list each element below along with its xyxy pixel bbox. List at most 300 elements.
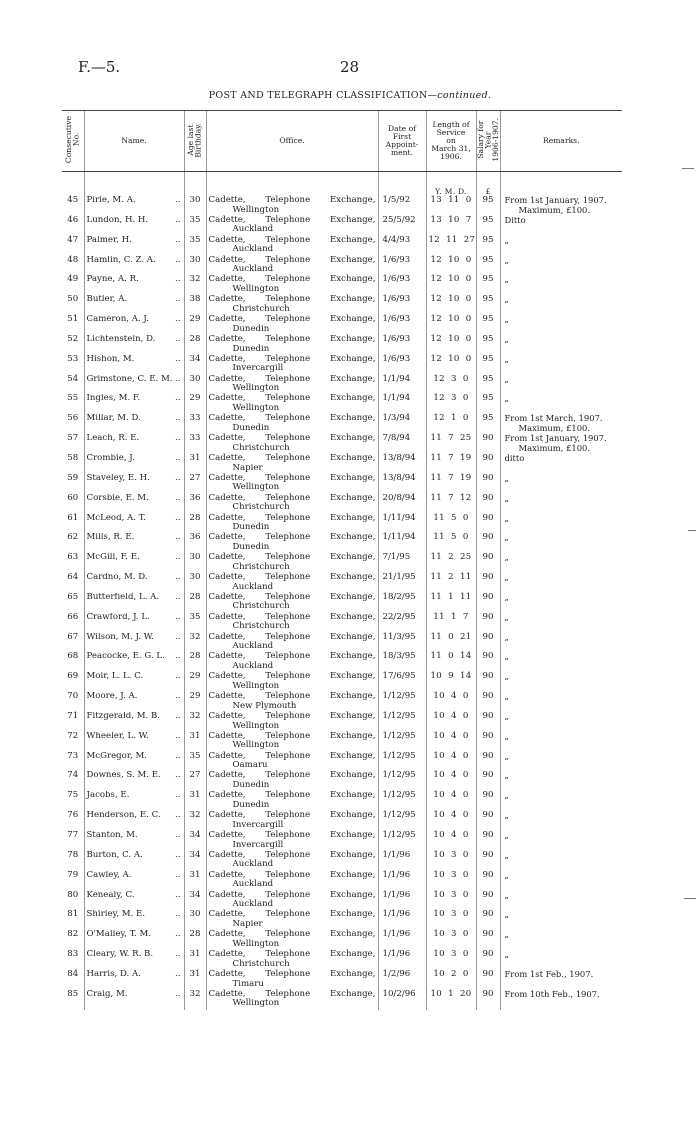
office-line: Cadette, Telephone Exchange, [208,710,376,721]
remark-line-1: „ [504,730,509,741]
office-city: Wellington [232,383,280,394]
cell-name: Kenealy, C. .. [84,891,184,911]
office-line: Cadette, Telephone Exchange, [208,671,376,682]
office-line: Cadette, Telephone Exchange, [208,254,376,265]
office-city: Wellington [232,680,280,691]
office-line: Cadette, Telephone Exchange, [208,413,376,424]
cell-office [206,613,378,633]
cell-name: Butler, A. .. [84,295,184,315]
cell-name: Hamlin, C. Z. A. .. [84,256,184,276]
cell-remarks [500,672,622,692]
cell-no: 67 [67,631,79,642]
cell-age: 31 [184,950,206,970]
cell-salary: 90 [476,771,500,791]
col-header-length: Length of Service on March 31, 1906. [426,111,476,172]
cell-no: 57 [67,433,79,444]
cell-office [206,315,378,335]
cell-no: 62 [67,532,79,543]
cell-length: 10 4 0 [426,831,476,851]
cell-age: 28 [184,593,206,613]
remark-line-1: „ [504,631,509,642]
cell-age: 29 [184,315,206,335]
office-line: Cadette, Telephone Exchange, [208,353,376,364]
remark-line-1: „ [504,770,509,781]
cell-length: 10 4 0 [426,692,476,712]
cell-salary: 90 [476,514,500,534]
page-id: F.—5. [78,58,121,76]
cell-name: Henderson, E. C. .. [84,811,184,831]
cell-length: 12 10 0 [426,256,476,276]
table-row [62,593,622,613]
cell-date: 1/1/96 [378,950,426,970]
office-line: Cadette, Telephone Exchange, [208,333,376,344]
remark-line-1: „ [504,393,509,404]
cell-office [206,831,378,851]
cell-no: 78 [67,849,79,860]
cell-name: Fitzgerald, M. B. .. [84,712,184,732]
cell-office [206,414,378,434]
remark-line-1: „ [504,849,509,860]
cell-remarks [500,573,622,593]
cell-salary: 90 [476,752,500,772]
units-pound: £ [476,172,500,197]
units-row [62,172,622,197]
remark-line-1: From 1st March, 1907. [504,413,603,424]
office-city: Wellington [232,283,280,294]
cell-no: 66 [67,611,79,622]
cell-salary: 95 [476,335,500,355]
scan-mark [688,530,696,531]
cell-remarks [500,771,622,791]
cell-office [206,633,378,653]
cell-date: 1/11/94 [378,514,426,534]
cell-length: 10 4 0 [426,752,476,772]
cell-age: 32 [184,275,206,295]
cell-date: 22/2/95 [378,613,426,633]
cell-age: 28 [184,652,206,672]
cell-salary: 95 [476,295,500,315]
table-row [62,633,622,653]
table-row [62,514,622,534]
cell-name: Cameron, A. J. .. [84,315,184,335]
cell-age: 36 [184,494,206,514]
table-row [62,613,622,633]
cell-name: Leach, R. E. .. [84,434,184,454]
title-main: POST AND TELEGRAPH CLASSIFICATION [208,90,428,101]
office-line: Cadette, Telephone Exchange, [208,532,376,543]
cell-salary: 90 [476,633,500,653]
cell-remarks [500,613,622,633]
office-line: Cadette, Telephone Exchange, [208,214,376,225]
cell-salary: 90 [476,950,500,970]
cell-date: 1/12/95 [378,771,426,791]
cell-name: Lundon, H. H. .. [84,216,184,236]
cell-name: Lichtenstein, D. .. [84,335,184,355]
cell-salary: 90 [476,910,500,930]
table-row [62,811,622,831]
office-city: Wellington [232,720,280,731]
cell-no: 47 [67,234,79,245]
cell-date: 17/6/95 [378,672,426,692]
cell-name: Wilson, M. J. W. .. [84,633,184,653]
office-line: Cadette, Telephone Exchange, [208,294,376,305]
cell-office [206,236,378,256]
cell-date: 1/12/95 [378,811,426,831]
cell-age: 34 [184,851,206,871]
scan-mark [682,168,694,169]
cell-office [206,910,378,930]
cell-name: Stanton, M. .. [84,831,184,851]
office-city: Auckland [232,581,274,592]
cell-remarks [500,752,622,772]
col-header-age: Age last Birthday. [184,111,206,172]
cell-date: 1/1/96 [378,910,426,930]
cell-length: 11 1 7 [426,613,476,633]
cell-age: 27 [184,474,206,494]
cell-remarks [500,593,622,613]
office-city: Wellington [232,938,280,949]
cell-date: 1/5/92 [378,196,426,216]
remark-line-1: „ [504,234,509,245]
cell-length: 12 10 0 [426,275,476,295]
cell-remarks [500,256,622,276]
cell-age: 32 [184,712,206,732]
office-city: Christchurch [232,442,290,453]
cell-salary: 95 [476,236,500,256]
office-city: Invercargill [232,839,284,850]
cell-date: 20/8/94 [378,494,426,514]
remark-line-1: „ [504,691,509,702]
cell-remarks [500,950,622,970]
cell-length: 10 4 0 [426,811,476,831]
title-suffix: —continued. [427,90,492,101]
cell-salary: 95 [476,394,500,414]
cell-age: 29 [184,692,206,712]
cell-salary: 90 [476,454,500,474]
office-city: Invercargill [232,363,284,374]
cell-no: 56 [67,413,79,424]
cell-name: Staveley, E. H. .. [84,474,184,494]
cell-name: O'Malley, T. M. .. [84,930,184,950]
office-city: Auckland [232,641,274,652]
cell-length: 12 10 0 [426,335,476,355]
cell-name: Pirie, M. A. .. [84,196,184,216]
remark-line-1: „ [504,552,509,563]
cell-salary: 90 [476,494,500,514]
table-row [62,712,622,732]
cell-remarks [500,652,622,672]
cell-length: 10 4 0 [426,732,476,752]
cell-salary: 90 [476,652,500,672]
remark-line-1: „ [504,810,509,821]
cell-remarks [500,970,622,990]
table-row [62,771,622,791]
remark-line-1: „ [504,790,509,801]
cell-date: 1/6/93 [378,295,426,315]
cell-age: 27 [184,771,206,791]
cell-salary: 90 [476,593,500,613]
cell-salary: 90 [476,930,500,950]
office-city: Dunedin [232,323,270,334]
remark-line-1: „ [504,710,509,721]
cell-office [206,851,378,871]
cell-salary: 90 [476,970,500,990]
cell-office [206,553,378,573]
cell-length: 13 10 7 [426,216,476,236]
remark-line-1: „ [504,929,509,940]
office-city: Christchurch [232,561,290,572]
cell-age: 29 [184,394,206,414]
remark-line-2: Maximum, £100. [518,422,591,433]
cell-salary: 90 [476,811,500,831]
cell-no: 81 [67,909,79,920]
cell-remarks [500,910,622,930]
col-header-no: Consecutive No. [62,111,84,172]
cell-office [206,791,378,811]
cell-age: 33 [184,434,206,454]
remark-line-1: „ [504,472,509,483]
table-row [62,335,622,355]
cell-no: 46 [67,214,79,225]
cell-remarks [500,434,622,454]
cell-salary: 90 [476,533,500,553]
cell-age: 31 [184,454,206,474]
office-city: Wellington [232,998,280,1009]
cell-length: 11 2 25 [426,553,476,573]
remark-line-1: Ditto [504,214,526,225]
table-row [62,394,622,414]
table-row [62,494,622,514]
table-row [62,256,622,276]
cell-name: Wheeler, L. W. .. [84,732,184,752]
cell-name: Jacobs, E. .. [84,791,184,811]
cell-name: Peacocke, E. G. L. .. [84,652,184,672]
office-line: Cadette, Telephone Exchange, [208,849,376,860]
office-line: Cadette, Telephone Exchange, [208,472,376,483]
table-row [62,236,622,256]
cell-remarks [500,990,622,1010]
cell-age: 34 [184,831,206,851]
cell-age: 28 [184,514,206,534]
office-line: Cadette, Telephone Exchange, [208,572,376,583]
office-city: Oamaru [232,760,268,771]
cell-name: Craig, M. .. [84,990,184,1010]
cell-salary: 90 [476,672,500,692]
cell-no: 83 [67,949,79,960]
cell-date: 1/1/96 [378,891,426,911]
cell-office [206,930,378,950]
cell-remarks [500,712,622,732]
cell-office [206,474,378,494]
cell-office [206,196,378,216]
cell-remarks [500,791,622,811]
cell-date: 21/1/95 [378,573,426,593]
col-header-date: Date of First Appoint- ment. [378,111,426,172]
table-row [62,275,622,295]
remark-line-1: „ [504,671,509,682]
cell-salary: 95 [476,414,500,434]
cell-salary: 90 [476,871,500,891]
cell-age: 34 [184,891,206,911]
office-line: Cadette, Telephone Exchange, [208,869,376,880]
cell-office [206,434,378,454]
remark-line-1: „ [504,294,509,305]
remark-line-2: Maximum, £100. [518,442,591,453]
cell-no: 52 [67,333,79,344]
office-city: Dunedin [232,343,270,354]
office-line: Cadette, Telephone Exchange, [208,909,376,920]
cell-no: 65 [67,591,79,602]
cell-length: 11 5 0 [426,514,476,534]
cell-remarks [500,891,622,911]
cell-remarks [500,831,622,851]
cell-salary: 95 [476,355,500,375]
table-row [62,414,622,434]
cell-office [206,216,378,236]
office-city: Invercargill [232,819,284,830]
cell-length: 11 7 19 [426,474,476,494]
cell-length: 10 3 0 [426,871,476,891]
office-line: Cadette, Telephone Exchange, [208,810,376,821]
cell-name: McLeod, A. T. .. [84,514,184,534]
cell-no: 68 [67,651,79,662]
office-city: Auckland [232,224,274,235]
cell-office [206,652,378,672]
table-row [62,355,622,375]
office-city: Dunedin [232,799,270,810]
remark-line-1: „ [504,750,509,761]
cell-date: 1/6/93 [378,335,426,355]
office-line: Cadette, Telephone Exchange, [208,512,376,523]
cell-length: 10 3 0 [426,891,476,911]
cell-date: 18/3/95 [378,652,426,672]
cell-no: 75 [67,790,79,801]
cell-remarks [500,811,622,831]
cell-length: 10 3 0 [426,930,476,950]
cell-salary: 90 [476,791,500,811]
cell-office [206,712,378,732]
cell-age: 30 [184,573,206,593]
cell-date: 1/12/95 [378,732,426,752]
cell-date: 1/6/93 [378,275,426,295]
cell-name: Crombie, J. .. [84,454,184,474]
office-city: Auckland [232,899,274,910]
cell-age: 29 [184,672,206,692]
cell-name: Shirley, M. E. .. [84,910,184,930]
cell-no: 74 [67,770,79,781]
table-row [62,454,622,474]
office-city: Christchurch [232,601,290,612]
cell-length: 12 10 0 [426,315,476,335]
office-line: Cadette, Telephone Exchange, [208,631,376,642]
cell-no: 76 [67,810,79,821]
cell-age: 28 [184,930,206,950]
cell-no: 45 [67,195,79,205]
cell-office [206,950,378,970]
cell-date: 1/6/93 [378,315,426,335]
cell-salary: 90 [476,990,500,1010]
cell-age: 35 [184,613,206,633]
cell-office [206,375,378,395]
cell-date: 13/8/94 [378,474,426,494]
remark-line-1: „ [504,869,509,880]
cell-date: 1/1/96 [378,930,426,950]
units-ymd: Y. M. D. [426,172,476,197]
cell-no: 54 [67,373,79,384]
office-line: Cadette, Telephone Exchange, [208,949,376,960]
cell-salary: 95 [476,216,500,236]
remark-line-1: „ [504,512,509,523]
cell-remarks [500,732,622,752]
cell-remarks [500,633,622,653]
office-line: Cadette, Telephone Exchange, [208,373,376,384]
cell-office [206,573,378,593]
table-row [62,573,622,593]
cell-date: 7/1/95 [378,553,426,573]
cell-length: 11 5 0 [426,533,476,553]
header-row [62,111,622,172]
office-line: Cadette, Telephone Exchange, [208,691,376,702]
table-row [62,295,622,315]
cell-date: 1/1/94 [378,375,426,395]
col-header-office: Office. [206,111,378,172]
cell-date: 11/3/95 [378,633,426,653]
cell-date: 4/4/93 [378,236,426,256]
cell-no: 79 [67,869,79,880]
col-header-remarks: Remarks. [500,111,622,172]
cell-no: 60 [67,492,79,503]
remark-line-1: „ [504,274,509,285]
cell-no: 84 [67,968,79,979]
cell-date: 1/2/96 [378,970,426,990]
cell-date: 25/5/92 [378,216,426,236]
cell-name: Butterfield, L. A. .. [84,593,184,613]
table-row [62,970,622,990]
col-header-name: Name. [84,111,184,172]
office-line: Cadette, Telephone Exchange, [208,770,376,781]
remark-line-1: „ [504,314,509,325]
cell-age: 30 [184,910,206,930]
cell-remarks [500,394,622,414]
table-row [62,216,622,236]
cell-office [206,672,378,692]
office-city: Dunedin [232,522,270,533]
cell-remarks [500,692,622,712]
cell-salary: 90 [476,891,500,911]
cell-office [206,771,378,791]
cell-date: 1/12/95 [378,791,426,811]
cell-office [206,494,378,514]
cell-remarks [500,514,622,534]
cell-office [206,275,378,295]
office-city: Auckland [232,879,274,890]
cell-length: 11 0 14 [426,652,476,672]
cell-office [206,990,378,1010]
cell-age: 36 [184,533,206,553]
cell-salary: 95 [476,256,500,276]
table-row [62,930,622,950]
table-row [62,791,622,811]
remark-line-1: From 1st January, 1907. [504,195,607,205]
cell-office [206,891,378,911]
cell-salary: 90 [476,613,500,633]
cell-remarks [500,275,622,295]
office-line: Cadette, Telephone Exchange, [208,393,376,404]
cell-age: 31 [184,732,206,752]
cell-remarks [500,553,622,573]
cell-length: 10 4 0 [426,771,476,791]
cell-no: 77 [67,830,79,840]
